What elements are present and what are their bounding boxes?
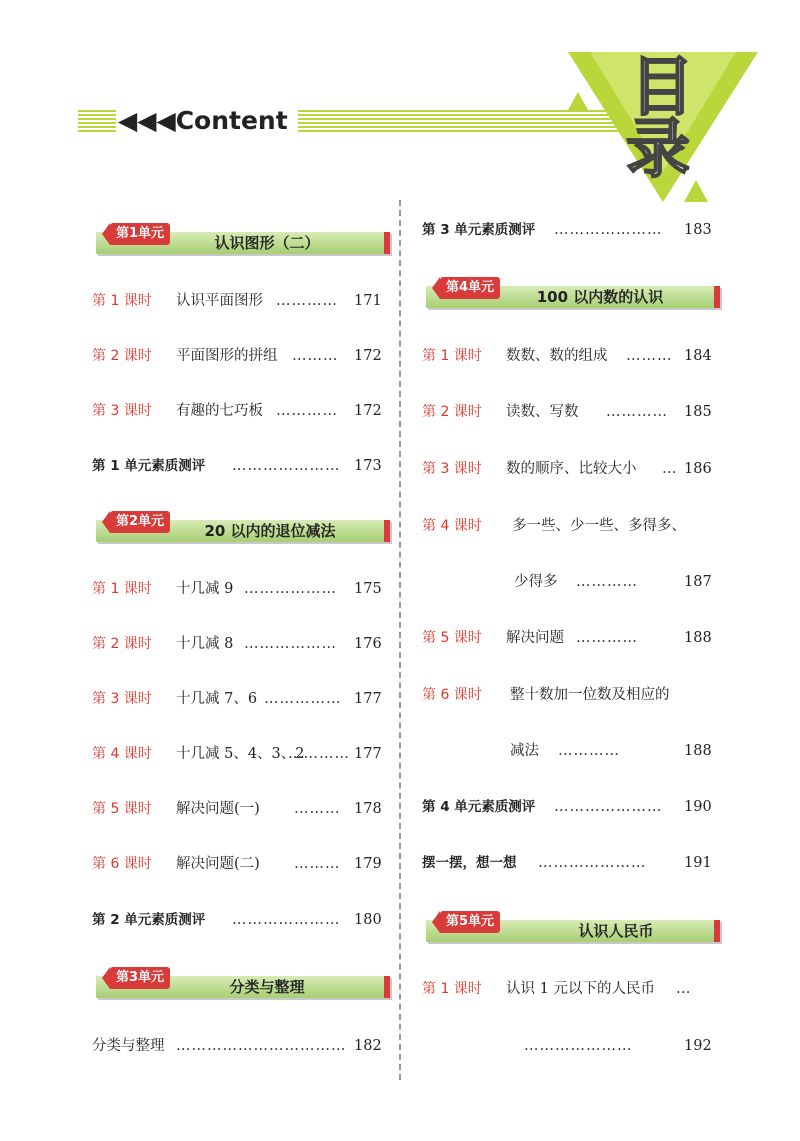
- unit-tag: 第4单元: [440, 277, 500, 299]
- content-heading: ◀◀◀Content: [116, 105, 298, 137]
- unit-tag: 第2单元: [110, 511, 170, 533]
- unit-tag: 第3单元: [110, 967, 170, 989]
- unit-5-banner: [426, 910, 720, 950]
- unit-title: 100 以内数的认识: [536, 288, 664, 306]
- unit-title: 分类与整理: [229, 978, 305, 996]
- toc-entry[interactable]: 第 4 课时 多一些、少一些、多得多、 少得多 ………… 187: [422, 518, 712, 590]
- unit-4-banner: [426, 276, 720, 316]
- unit-title: 认识图形（二）: [214, 234, 320, 252]
- unit-1-banner: [96, 222, 390, 262]
- mulu-char-2: 录: [626, 113, 690, 187]
- mulu-char-1: 目: [630, 51, 694, 125]
- column-divider: [399, 200, 401, 1080]
- triple-arrow-icon: ◀◀◀: [118, 106, 176, 135]
- unit-3-banner: [96, 966, 390, 1006]
- toc-entry[interactable]: 第 6 课时 整十数加一位数及相应的 减法 ………… 188: [422, 687, 712, 759]
- toc-entry[interactable]: 第 1 课时 认识 1 元以下的人民币 … ………………… 192: [422, 981, 712, 1054]
- unit-title: 认识人民币: [578, 922, 654, 940]
- unit-tag: 第5单元: [440, 911, 500, 933]
- unit-2-banner: [96, 510, 390, 550]
- unit-title: 20 以内的退位减法: [204, 522, 336, 540]
- unit-tag: 第1单元: [110, 223, 170, 245]
